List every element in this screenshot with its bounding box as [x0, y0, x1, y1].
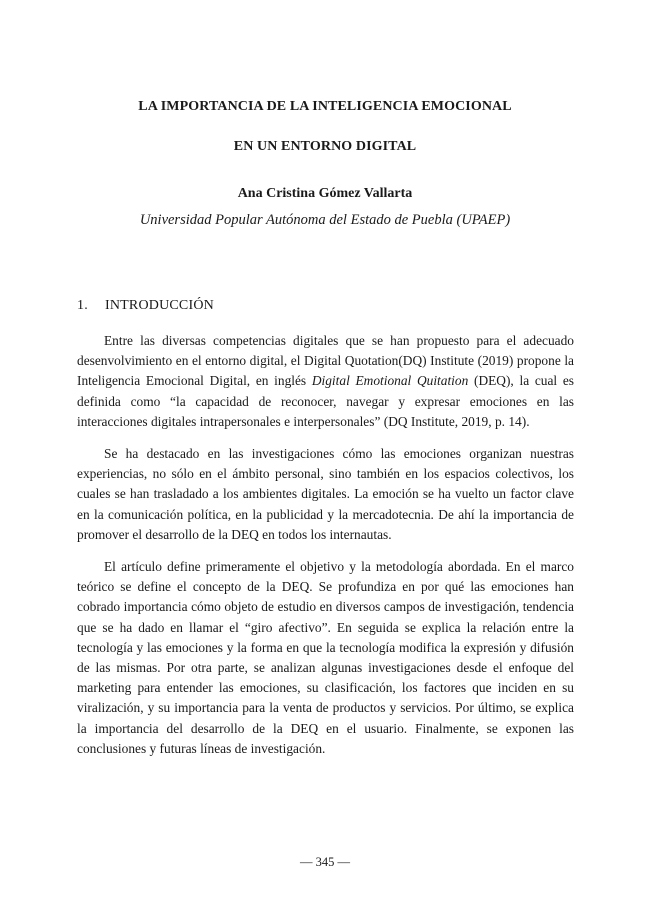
section-title: INTRODUCCIÓN — [105, 298, 214, 313]
author-affiliation: Universidad Popular Autónoma del Estado de Puebla (UPAEP) — [139, 212, 511, 228]
body-paragraph-3: El artículo define primeramente el objetivo y la metodología abordada. En el marco teórico se define el concepto de la DEQ. Se profundiza en por qué las emociones han cobrado importancia cómo objeto de estudio en diversos campos de investigación, tendencia que se ha dado en llamar el “giro afectivo”. En seguida se explica la relación entre la tecnología y las emociones y la forma en que la tecnología modifica la expresión y difusión de las mismas. Por otra parte, se analizan algunas investigaciones desde el enfoque del marketing para entender las emociones, su clasificación, los factores que inciden en su viralización, y su importancia para la venta de productos y servicios. Por último, se explica la importancia del desarrollo de la DEQ en el usuario. Finalmente, se exponen las conclusiones y futuras líneas de investigación. — [77, 559, 574, 756]
section-heading — [77, 298, 214, 314]
paper-title-line-1: LA IMPORTANCIA DE LA INTELIGENCIA EMOCIONAL — [138, 99, 512, 114]
page-number: — 345 — — [300, 855, 350, 869]
paragraph-1-text-b: (DEQ), la cual es definida como “la capacidad de reconocer, navegar y expresar emociones en las interacciones digitales intrapersonales e interpersonales” (DQ Institute, 2019, p. 14). — [77, 373, 574, 429]
body-paragraph-2: Se ha destacado en las investigaciones cómo las emociones organizan nuestras experiencias, no sólo en el ámbito personal, sino también en los espacios colectivos, los cuales se han trasladado a los ambientes digitales. La emoción se ha vuelto un factor clave en la comunicación política, en la publicidad y la mercadotecnia. De ahí la importancia de promover el desarrollo de la DEQ en todos los internautas. — [77, 446, 574, 542]
paragraph-1-text-a: Entre las diversas competencias digitales que se han propuesto para el adecuado desenvolvimiento en el entorno digital, el Digital Quotation(DQ) Institute (2019) propone la Inteligencia Emocional Digital, en inglés — [77, 333, 574, 389]
author-name: Ana Cristina Gómez Vallarta — [237, 186, 413, 201]
paper-title-line-2: EN UN ENTORNO DIGITAL — [233, 139, 417, 154]
section-number: 1. — [77, 298, 88, 313]
paragraph-1-italic-term: Digital Emotional Quitation — [311, 373, 469, 389]
body-paragraph-1 — [77, 331, 574, 432]
